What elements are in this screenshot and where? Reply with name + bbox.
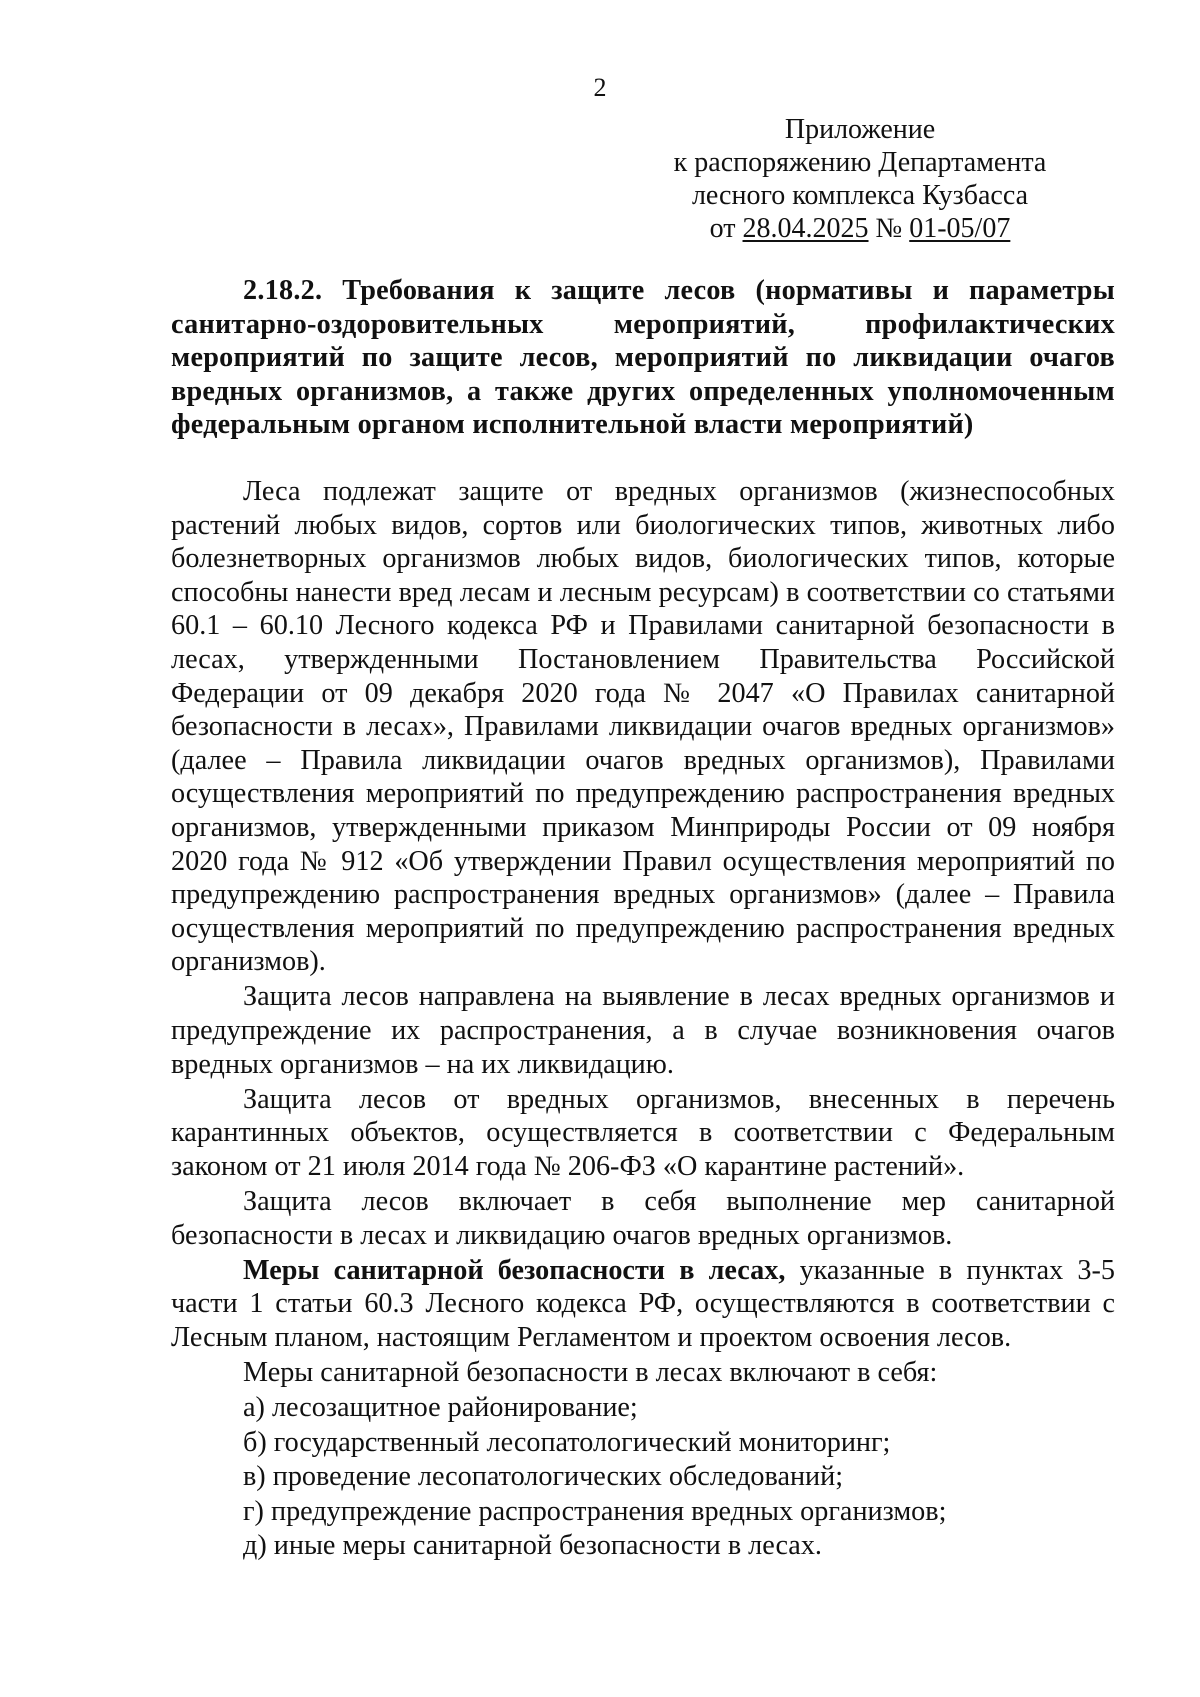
list-item: в) проведение лесопатологических обследований;: [243, 1461, 844, 1493]
section-title: 2.18.2. Требования к защите лесов (нормативы и параметры санитарно-оздоровительных мероприятий, профилактических мероприятий по защите лесов, мероприятий по ликвидации очагов вредных организмов, а также других определенных уполномоченным федеральным органом исполнительной власти мероприятий): [171, 275, 1115, 441]
document-body: [171, 274, 1115, 1564]
appendix-title: Приложение: [784, 114, 936, 145]
order-number: 01-05/07: [909, 213, 1011, 244]
list-item: г) предупреждение распространения вредных организмов;: [243, 1495, 947, 1527]
list-item: б) государственный лесопатологический мониторинг;: [243, 1426, 891, 1458]
appendix-order-line: к распоряжению Департамента: [673, 147, 1047, 178]
appendix-header: [660, 113, 1060, 245]
page-number: 2: [593, 73, 607, 102]
order-date: 28.04.2025: [742, 213, 869, 244]
paragraph-quarantine: Защита лесов от вредных организмов, внесенных в перечень карантинных объектов, осуществляется в соответствии с Федеральным законом от 21 июля 2014 года № 206-ФЗ «О карантине растений».: [171, 1083, 1115, 1182]
date-prefix: от: [709, 213, 743, 244]
list-item: а) лесозащитное районирование;: [243, 1392, 638, 1423]
sanitary-measures-heading: Меры санитарной безопасности в лесах,: [243, 1254, 786, 1286]
paragraph-measures-intro: Меры санитарной безопасности в лесах включают в себя:: [243, 1356, 938, 1388]
appendix-department-line: лесного комплекса Кузбасса: [691, 180, 1029, 211]
list-item: д) иные меры санитарной безопасности в лесах.: [243, 1530, 822, 1562]
number-prefix: №: [868, 213, 910, 244]
paragraph-purpose: Защита лесов направлена на выявление в лесах вредных организмов и предупреждение их распространения, а в случае возникновения очагов вредных организмов – на их ликвидацию.: [171, 981, 1115, 1080]
body-text: [171, 475, 1115, 1563]
sanitary-measures-text: указанные в пунктах 3-5 части 1 статьи 60.3 Лесного кодекса РФ, осуществляются в соответствии с Лесным планом, настоящим Регламентом и проектом освоения лесов.: [171, 1254, 1115, 1353]
appendix-date-line: [660, 212, 1060, 245]
paragraph-sanitary-measures: [171, 1254, 1115, 1355]
paragraph-legal-basis: Леса подлежат защите от вредных организмов (жизнеспособных растений любых видов, сортов или биологических типов, животных либо болезнетворных организмов любых видов, биологических типов, которые способны нанести вред лесам и лесным ресурсам) в соответствии со статьями 60.1 – 60.10 Лесного кодекса РФ и Правилами санитарной безопасности в лесах, утвержденными Постановлением Правительства Российской Федерации от 09 декабря 2020 года № 2047 «О Правилах санитарной безопасности в лесах», Правилами ликвидации очагов вредных организмов» (далее – Правила ликвидации очагов вредных организмов), Правилами осуществления мероприятий по предупреждению распространения вредных организмов, утвержденными приказом Минприроды России от 09 ноября 2020 года № 912 «Об утверждении Правил осуществления мероприятий по предупреждению распространения вредных организмов» (далее – Правила осуществления мероприятий по предупреждению распространения вредных организмов).: [171, 475, 1115, 978]
paragraph-scope: Защита лесов включает в себя выполнение мер санитарной безопасности в лесах и ликвидацию очагов вредных организмов.: [171, 1185, 1115, 1251]
